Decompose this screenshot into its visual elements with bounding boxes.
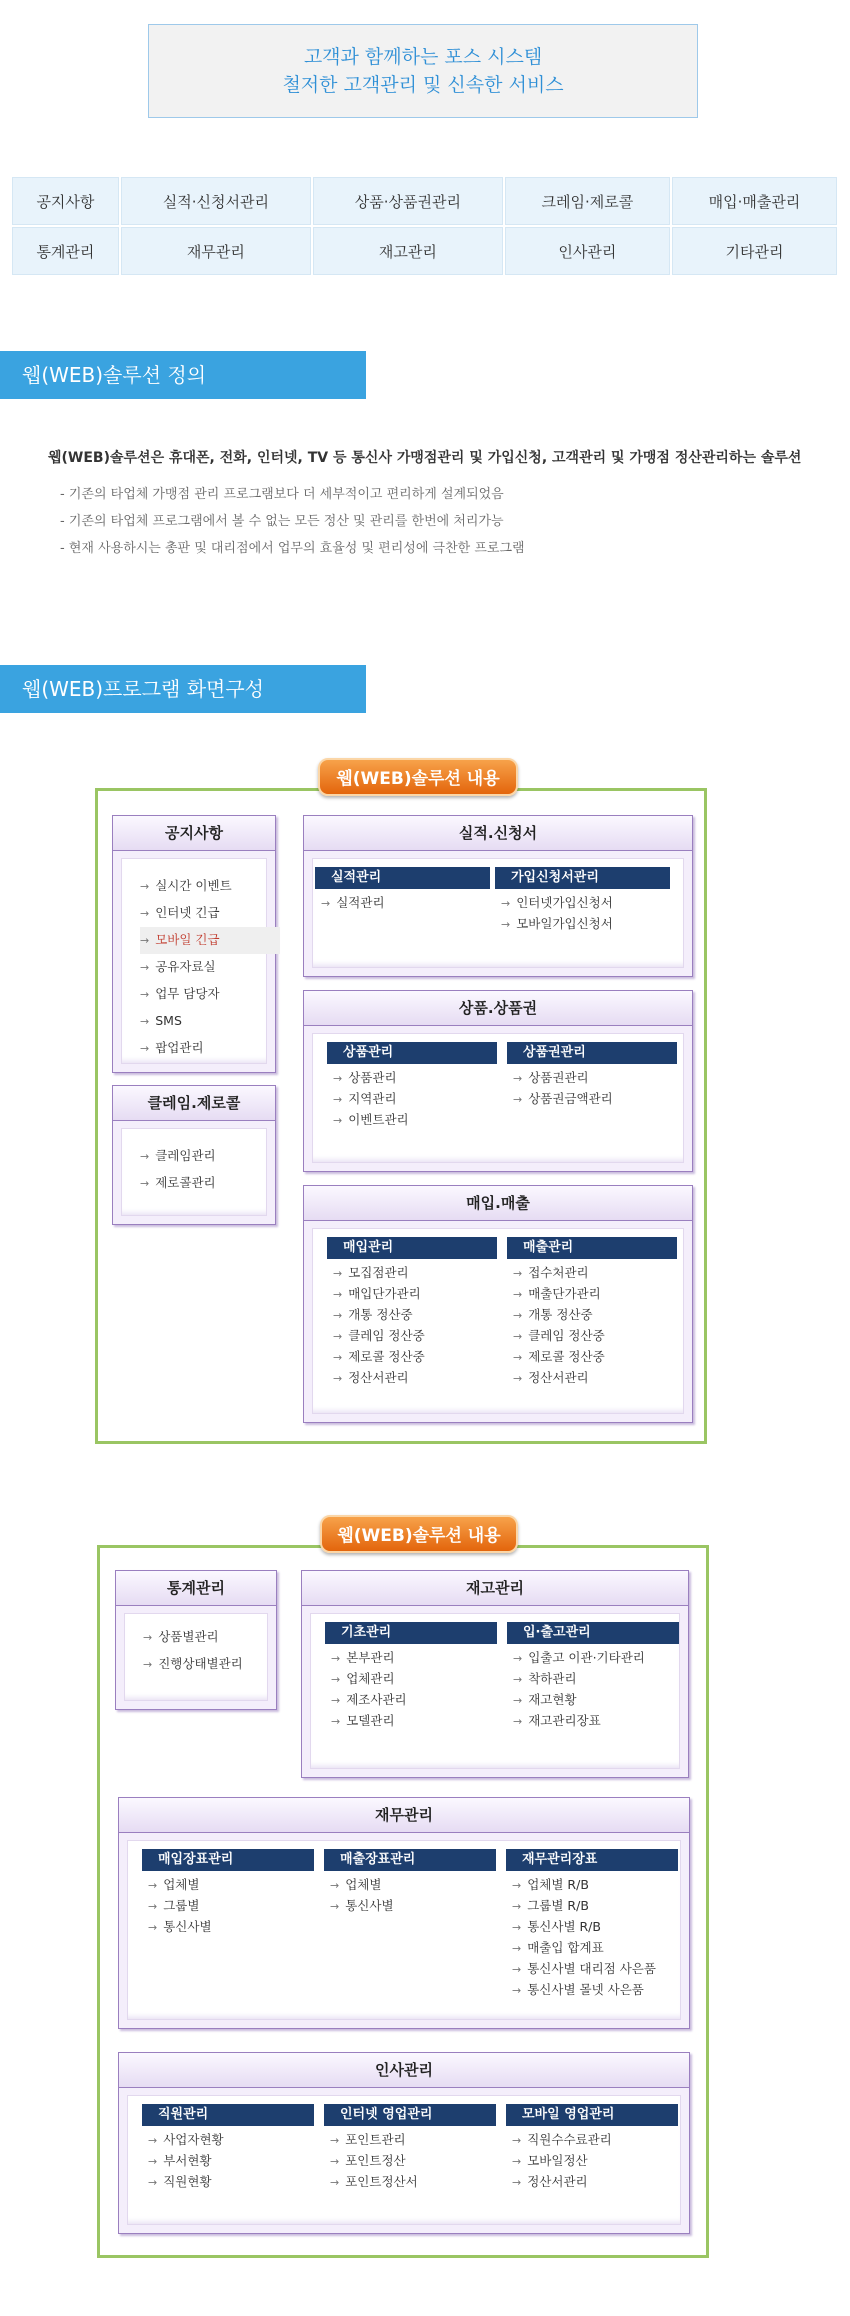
list-item[interactable]: → 인터넷 긴급 (140, 905, 220, 920)
arrow-icon: → (143, 1631, 153, 1644)
arrow-icon: → (331, 1673, 341, 1686)
definition-bullet: - 기존의 타업체 프로그램에서 볼 수 없는 모든 정산 및 관리를 한번에 처리가능 (60, 514, 504, 529)
nav-item[interactable]: 상품·상품권관리 (313, 177, 503, 225)
submodule (142, 2104, 314, 2193)
arrow-icon: → (513, 1694, 523, 1707)
arrow-icon: → (333, 1351, 343, 1364)
list-item[interactable]: → 접수처관리 (513, 1265, 589, 1280)
arrow-icon: → (330, 1900, 340, 1913)
list-item[interactable]: → 업체관리 (331, 1671, 395, 1686)
submodule (507, 1042, 677, 1110)
submodule-list (324, 1875, 496, 1917)
module-sales (303, 1185, 693, 1423)
submodule-list (325, 1648, 497, 1732)
submodule (325, 1622, 497, 1732)
nav-item[interactable]: 크레임·제로콜 (505, 177, 670, 225)
arrow-icon: → (333, 1330, 343, 1343)
module-title: 재고관리 (302, 1571, 688, 1606)
list-item[interactable]: → 사업자현황 (148, 2132, 224, 2147)
arrow-icon: → (512, 1921, 522, 1934)
definition-bullet: - 현재 사용하시는 총판 및 대리점에서 업무의 효율성 및 편리성에 극찬한 프로그램 (60, 541, 525, 556)
submodule (324, 2104, 496, 2193)
arrow-icon: → (330, 1879, 340, 1892)
arrow-icon: → (148, 1879, 158, 1892)
list-item[interactable]: → 모바일가입신청서 (501, 916, 613, 931)
arrow-icon: → (512, 1984, 522, 1997)
list-item[interactable]: → 실시간 이벤트 (140, 878, 232, 893)
module-title: 상품.상품권 (304, 991, 692, 1026)
submodule (506, 2104, 678, 2193)
arrow-icon: → (513, 1652, 523, 1665)
arrow-icon: → (513, 1715, 523, 1728)
submodule-list (507, 1068, 677, 1110)
arrow-icon: → (330, 2134, 340, 2147)
list-item[interactable]: → 통신사별 (330, 1898, 394, 1913)
list-item[interactable]: → 직원수수료관리 (512, 2132, 612, 2147)
submodule-title: 매출장표관리 (324, 1849, 496, 1871)
list-item[interactable]: → SMS (140, 1013, 182, 1028)
arrow-icon: → (513, 1309, 523, 1322)
submodule (327, 1042, 497, 1131)
arrow-icon: → (140, 907, 150, 920)
list-item[interactable]: → 클레임 정산중 (513, 1328, 605, 1343)
diagram-badge: 웹(WEB)솔루션 내용 (320, 1515, 518, 1553)
arrow-icon: → (501, 897, 511, 910)
arrow-icon: → (513, 1267, 523, 1280)
arrow-icon: → (140, 1150, 150, 1163)
list-item[interactable]: → 실적관리 (321, 895, 385, 910)
module-title: 공지사항 (113, 816, 275, 851)
list-item[interactable]: → 모바일정산 (512, 2153, 588, 2168)
arrow-icon: → (333, 1093, 343, 1106)
module-list (140, 1143, 216, 1197)
list-item[interactable]: → 직원현황 (148, 2174, 212, 2189)
submodule-list (324, 2130, 496, 2193)
module-performance (303, 815, 693, 977)
module-list (140, 873, 280, 1062)
list-item[interactable]: → 포인트관리 (330, 2132, 406, 2147)
list-item[interactable]: → 포인트정산서 (330, 2174, 418, 2189)
module-list (143, 1624, 243, 1678)
submodule-list (315, 893, 490, 914)
submodule-title: 실적관리 (315, 867, 490, 889)
list-item[interactable]: → 통신사별 R/B (512, 1919, 601, 1934)
submodule-title: 기초관리 (325, 1622, 497, 1644)
list-item[interactable]: → 개통 정산중 (333, 1307, 413, 1322)
list-item[interactable]: → 인터넷가입신청서 (501, 895, 613, 910)
nav-item[interactable]: 인사관리 (505, 227, 670, 275)
arrow-icon: → (143, 1658, 153, 1671)
submodule (327, 1237, 497, 1389)
submodule-title: 모바일 영업관리 (506, 2104, 678, 2126)
nav-item[interactable]: 통계관리 (12, 227, 119, 275)
module-title: 실적.신청서 (304, 816, 692, 851)
module-goods (303, 990, 693, 1172)
arrow-icon: → (330, 2155, 340, 2168)
list-item[interactable]: → 그룹별 (148, 1898, 200, 1913)
arrow-icon: → (513, 1288, 523, 1301)
list-item[interactable]: → 제조사관리 (331, 1692, 407, 1707)
module-notice (112, 815, 276, 1073)
list-item[interactable]: → 상품관리 (333, 1070, 397, 1085)
diagram-badge: 웹(WEB)솔루션 내용 (318, 758, 518, 796)
submodule-title: 매출관리 (507, 1237, 677, 1259)
list-item[interactable]: → 매입단가관리 (333, 1286, 421, 1301)
module-title: 통계관리 (116, 1571, 276, 1606)
submodule-list (506, 2130, 678, 2193)
list-item[interactable]: → 업체별 R/B (512, 1877, 589, 1892)
submodule-title: 직원관리 (142, 2104, 314, 2126)
arrow-icon: → (513, 1093, 523, 1106)
arrow-icon: → (512, 1963, 522, 1976)
definition-text: 웹(WEB)솔루션은 휴대폰, 전화, 인터넷, TV 등 통신사 가맹점관리 및 가입신청, 고객관리 및 가맹점 정산관리하는 솔루션 (48, 450, 802, 466)
submodule (506, 1849, 678, 2001)
submodule (507, 1622, 679, 1732)
arrow-icon: → (148, 1921, 158, 1934)
arrow-icon: → (140, 1015, 150, 1028)
list-item[interactable]: → 상품별관리 (143, 1629, 219, 1644)
list-item[interactable]: → 정산서관리 (512, 2174, 588, 2189)
submodule (142, 1849, 314, 1938)
nav-item[interactable]: 매입·매출관리 (672, 177, 837, 225)
list-item[interactable]: → 이벤트관리 (333, 1112, 409, 1127)
list-item[interactable]: → 업무 담당자 (140, 986, 220, 1001)
arrow-icon: → (140, 934, 150, 947)
list-item[interactable]: → 팝업관리 (140, 1040, 204, 1055)
list-item[interactable]: → 진행상태별관리 (143, 1656, 243, 1671)
list-item[interactable]: → 클레임 정산중 (333, 1328, 425, 1343)
list-item[interactable]: → 입출고 이관·기타관리 (513, 1650, 645, 1665)
arrow-icon: → (331, 1652, 341, 1665)
arrow-icon: → (330, 2176, 340, 2189)
submodule-list (142, 1875, 314, 1938)
nav-item[interactable]: 재고관리 (313, 227, 503, 275)
arrow-icon: → (333, 1267, 343, 1280)
module-title: 매입.매출 (304, 1186, 692, 1221)
submodule-list (506, 1875, 678, 2001)
submodule (324, 1849, 496, 1917)
arrow-icon: → (331, 1694, 341, 1707)
arrow-icon: → (513, 1372, 523, 1385)
arrow-icon: → (140, 1042, 150, 1055)
list-item-highlighted[interactable]: → 모바일 긴급 (140, 927, 280, 954)
list-item[interactable]: → 부서현황 (148, 2153, 212, 2168)
list-item[interactable]: → 업체별 (330, 1877, 382, 1892)
arrow-icon: → (140, 1177, 150, 1190)
hero-line-1: 고객과 함께하는 포스 시스템 (303, 46, 543, 68)
submodule (495, 867, 670, 935)
hero-line-2: 철저한 고객관리 및 신속한 서비스 (282, 74, 564, 96)
arrow-icon: → (333, 1114, 343, 1127)
arrow-icon: → (501, 918, 511, 931)
nav-item[interactable]: 기타관리 (672, 227, 837, 275)
submodule (315, 867, 490, 914)
submodule-list (495, 893, 670, 935)
arrow-icon: → (333, 1072, 343, 1085)
nav-item[interactable]: 실적·신청서관리 (121, 177, 311, 225)
arrow-icon: → (331, 1715, 341, 1728)
list-item[interactable]: → 업체별 (148, 1877, 200, 1892)
module-title: 인사관리 (119, 2053, 689, 2088)
nav-item[interactable]: 공지사항 (12, 177, 119, 225)
list-item[interactable]: → 본부관리 (331, 1650, 395, 1665)
submodule-title: 재무관리장표 (506, 1849, 678, 1871)
list-item[interactable]: → 통신사별 (148, 1919, 212, 1934)
arrow-icon: → (513, 1072, 523, 1085)
arrow-icon: → (148, 2134, 158, 2147)
arrow-icon: → (512, 1879, 522, 1892)
definition-bullet: - 기존의 타업체 가맹점 관리 프로그램보다 더 세부적이고 편리하게 설계되었음 (60, 487, 504, 502)
submodule-title: 인터넷 영업관리 (324, 2104, 496, 2126)
arrow-icon: → (512, 2134, 522, 2147)
list-item[interactable]: → 상품권금액관리 (513, 1091, 613, 1106)
submodule-list (327, 1068, 497, 1131)
list-item[interactable]: → 지역관리 (333, 1091, 397, 1106)
list-item[interactable]: → 정산서관리 (333, 1370, 409, 1385)
submodule-title: 가입신청서관리 (495, 867, 670, 889)
arrow-icon: → (333, 1372, 343, 1385)
module-hr (118, 2052, 690, 2234)
arrow-icon: → (321, 897, 331, 910)
hero-banner (148, 24, 698, 118)
category-nav (10, 175, 839, 277)
submodule-title: 매입장표관리 (142, 1849, 314, 1871)
submodule-list (142, 2130, 314, 2193)
arrow-icon: → (513, 1351, 523, 1364)
list-item[interactable]: → 재고관리장표 (513, 1713, 601, 1728)
list-item[interactable]: → 모집점관리 (333, 1265, 409, 1280)
arrow-icon: → (512, 1942, 522, 1955)
list-item[interactable]: → 착하관리 (513, 1671, 577, 1686)
list-item[interactable]: → 클레임관리 (140, 1148, 216, 1163)
module-title: 재무관리 (119, 1798, 689, 1833)
arrow-icon: → (513, 1673, 523, 1686)
module-title: 클레임.제로콜 (113, 1086, 275, 1121)
list-item[interactable]: → 개통 정산중 (513, 1307, 593, 1322)
submodule-title: 입·출고관리 (507, 1622, 679, 1644)
submodule-list (507, 1648, 679, 1732)
arrow-icon: → (148, 2176, 158, 2189)
list-item[interactable]: → 통신사별 몰넷 사은품 (512, 1982, 644, 1997)
arrow-icon: → (512, 2176, 522, 2189)
module-finance (118, 1797, 690, 2029)
list-item[interactable]: → 상품권관리 (513, 1070, 589, 1085)
submodule (507, 1237, 677, 1389)
list-item[interactable]: → 제로콜관리 (140, 1175, 216, 1190)
nav-item[interactable]: 재무관리 (121, 227, 311, 275)
submodule-title: 상품권관리 (507, 1042, 677, 1064)
list-item[interactable]: → 통신사별 대리점 사은품 (512, 1961, 656, 1976)
list-item[interactable]: → 매출단가관리 (513, 1286, 601, 1301)
list-item[interactable]: → 매출입 합계표 (512, 1940, 604, 1955)
module-stats (115, 1570, 277, 1710)
arrow-icon: → (512, 1900, 522, 1913)
list-item[interactable]: → 공유자료실 (140, 959, 216, 974)
category-nav-row (12, 177, 837, 225)
arrow-icon: → (512, 2155, 522, 2168)
list-item[interactable]: → 그룹별 R/B (512, 1898, 589, 1913)
submodule-title: 상품관리 (327, 1042, 497, 1064)
arrow-icon: → (333, 1309, 343, 1322)
list-item[interactable]: → 재고현황 (513, 1692, 577, 1707)
list-item[interactable]: → 제로콜 정산중 (513, 1349, 605, 1364)
arrow-icon: → (148, 2155, 158, 2168)
module-stock (301, 1570, 689, 1778)
list-item[interactable]: → 모델관리 (331, 1713, 395, 1728)
arrow-icon: → (148, 1900, 158, 1913)
list-item[interactable]: → 제로콜 정산중 (333, 1349, 425, 1364)
module-claim (112, 1085, 276, 1225)
arrow-icon: → (513, 1330, 523, 1343)
list-item[interactable]: → 포인트정산 (330, 2153, 406, 2168)
submodule-list (507, 1263, 677, 1389)
submodule-title: 매입관리 (327, 1237, 497, 1259)
submodule-list (327, 1263, 497, 1389)
section-title: 웹(WEB)프로그램 화면구성 (0, 665, 366, 713)
arrow-icon: → (333, 1288, 343, 1301)
arrow-icon: → (140, 961, 150, 974)
section-title: 웹(WEB)솔루션 정의 (0, 351, 366, 399)
category-nav-row (12, 227, 837, 275)
arrow-icon: → (140, 880, 150, 893)
arrow-icon: → (140, 988, 150, 1001)
list-item[interactable]: → 정산서관리 (513, 1370, 589, 1385)
